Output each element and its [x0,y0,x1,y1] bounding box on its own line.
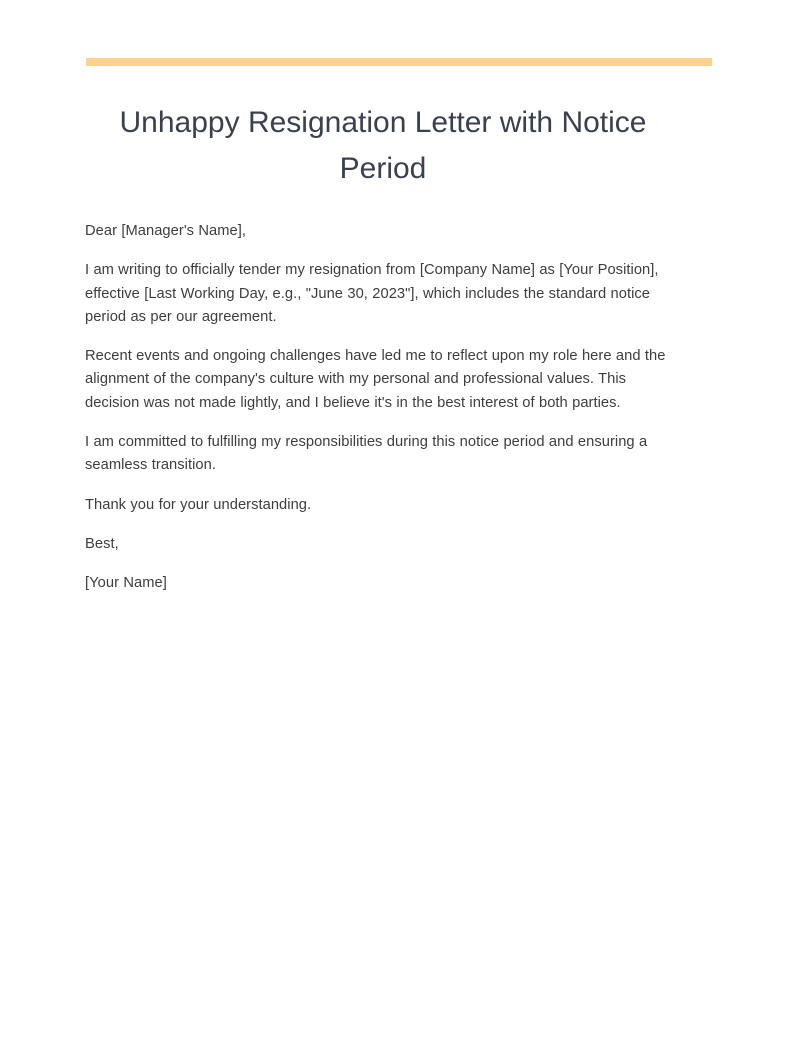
letter-signature: [Your Name] [85,575,167,592]
letter-salutation: Dear [Manager's Name], [85,223,247,239]
letter-paragraph-reason: Recent events and ongoing challenges have led me to reflect upon my role here and the alignment of the company's culture with my personal and professional values. This decision was not made lightly, and I believe it's in the best interest of both parties. [85,348,666,411]
letter-paragraph-commitment: I am committed to fulfilling my responsibilities during this notice period and ensuring a seamless transition. [85,434,648,474]
letter-paragraph-thanks: Thank you for your understanding. [85,496,312,513]
document-content [85,100,681,596]
page-title: Unhappy Resignation Letter with Notice Period [119,106,647,185]
letter-body [85,220,681,596]
letter-paragraph-intro: I am writing to officially tender my resignation from [Company Name] as [Your Position], effective [Last Working Day, e.g., "June 30, 2023"], which includes the standard notice period as per our agreement. [85,262,659,325]
letter-closing: Best, [85,535,119,552]
accent-bar [86,58,712,66]
